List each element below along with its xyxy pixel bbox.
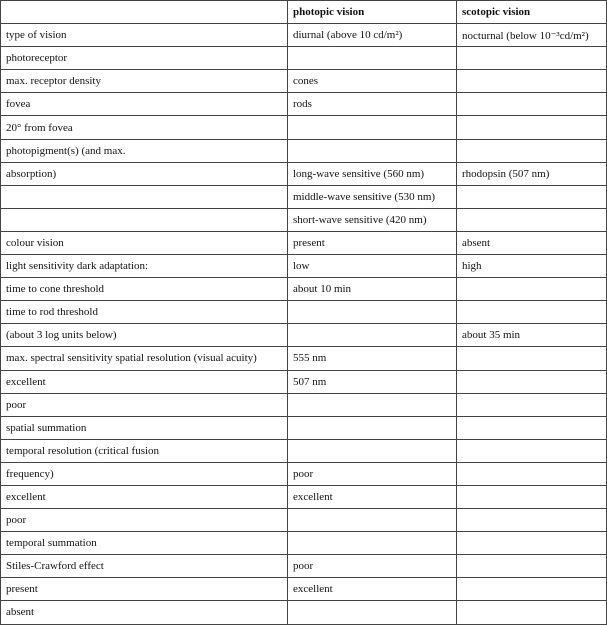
table-row [1,47,607,70]
table-cell: about 35 min [457,324,607,347]
table-cell [288,139,457,162]
table-cell: photoreceptor [1,47,288,70]
header-cell [1,1,288,24]
table-row [1,208,607,231]
table-cell [457,47,607,70]
table-cell: present [1,578,288,601]
table-cell: absent [1,601,288,624]
table-cell: poor [288,555,457,578]
table-cell: rhodopsin (507 nm) [457,162,607,185]
table-cell: low [288,255,457,278]
table-row [1,93,607,116]
table-cell: frequency) [1,462,288,485]
table-cell: fovea [1,93,288,116]
table-cell: poor [1,509,288,532]
table-cell [457,70,607,93]
table-cell: middle-wave sensitive (530 nm) [288,185,457,208]
table-cell: max. receptor density [1,70,288,93]
table-cell [457,116,607,139]
table-cell: about 10 min [288,278,457,301]
table-row [1,601,607,624]
table-cell [457,278,607,301]
table-cell [457,185,607,208]
table-cell [1,185,288,208]
table-cell: rods [288,93,457,116]
table-cell: poor [1,393,288,416]
table-cell: spatial summation [1,416,288,439]
table-cell: diurnal (above 10 cd/m²) [288,24,457,47]
table-cell [457,509,607,532]
table-row [1,439,607,462]
table-cell [288,532,457,555]
table-row [1,162,607,185]
table-cell: excellent [1,485,288,508]
table-cell: 555 nm [288,347,457,370]
table-row [1,301,607,324]
table-cell [457,462,607,485]
table-cell [457,347,607,370]
table-cell [457,370,607,393]
table-cell: poor [288,462,457,485]
table-cell [288,324,457,347]
table-row [1,324,607,347]
table-cell: time to cone threshold [1,278,288,301]
table-cell [288,301,457,324]
table-cell: photopigment(s) (and max. [1,139,288,162]
table-cell [457,485,607,508]
table-cell [457,555,607,578]
table-row [1,347,607,370]
table-row [1,231,607,254]
table-cell [457,532,607,555]
table-row [1,139,607,162]
table-cell: max. spectral sensitivity spatial resolution (visual acuity) [1,347,288,370]
table-row [1,578,607,601]
table-row [1,393,607,416]
table-cell: cones [288,70,457,93]
table-row [1,485,607,508]
table-row [1,255,607,278]
table-cell: (about 3 log units below) [1,324,288,347]
table-cell: short-wave sensitive (420 nm) [288,208,457,231]
table-row [1,462,607,485]
table-cell: 20° from fovea [1,116,288,139]
table-row [1,532,607,555]
table-cell [457,93,607,116]
table-cell [1,208,288,231]
table-cell: temporal summation [1,532,288,555]
table-row [1,370,607,393]
table-cell [288,509,457,532]
table-cell: colour vision [1,231,288,254]
table-cell: Stiles-Crawford effect [1,555,288,578]
table-cell: high [457,255,607,278]
table-cell [457,439,607,462]
table-row [1,278,607,301]
table-cell [457,393,607,416]
table-cell: absent [457,231,607,254]
table-cell [288,116,457,139]
table-cell [288,47,457,70]
table-row [1,70,607,93]
table-cell: light sensitivity dark adaptation: [1,255,288,278]
table-row [1,416,607,439]
table-row [1,116,607,139]
table-cell: excellent [1,370,288,393]
table-row [1,185,607,208]
table-cell [457,416,607,439]
table-cell: time to rod threshold [1,301,288,324]
table-cell [288,393,457,416]
table-cell: long-wave sensitive (560 nm) [288,162,457,185]
table-cell [288,416,457,439]
table-cell [288,601,457,624]
table-row [1,24,607,47]
table-row [1,509,607,532]
table-cell [457,601,607,624]
table-cell: type of vision [1,24,288,47]
table-cell: temporal resolution (critical fusion [1,439,288,462]
table-cell: nocturnal (below 10⁻³cd/m²) [457,24,607,47]
header-row [1,1,607,24]
table-row [1,555,607,578]
header-cell: photopic vision [288,1,457,24]
table-cell: 507 nm [288,370,457,393]
table-cell [288,439,457,462]
table-cell [457,301,607,324]
table-cell [457,578,607,601]
table-cell: excellent [288,578,457,601]
header-cell: scotopic vision [457,1,607,24]
table-cell: absorption) [1,162,288,185]
table-cell [457,208,607,231]
table-cell [457,139,607,162]
table-cell: excellent [288,485,457,508]
table-cell: present [288,231,457,254]
